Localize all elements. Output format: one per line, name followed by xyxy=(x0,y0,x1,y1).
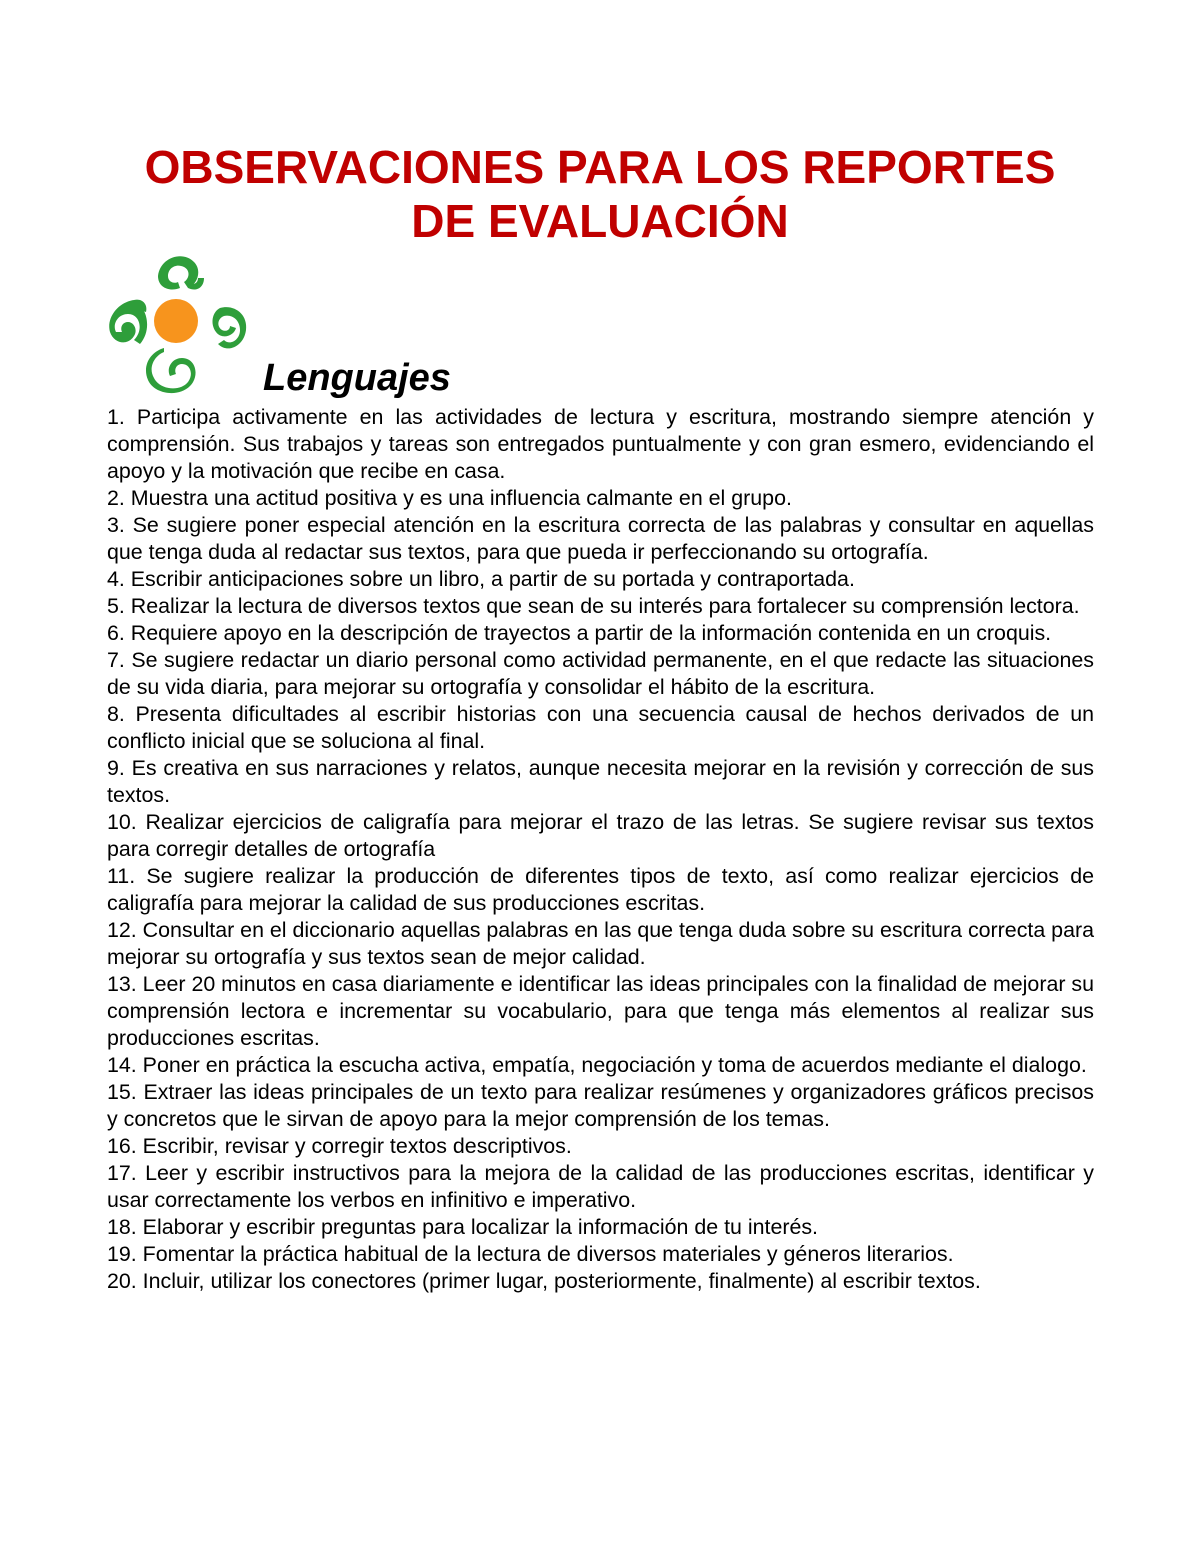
list-item: 4. Escribir anticipaciones sobre un libro, a partir de su portada y contraportada. xyxy=(107,567,855,591)
field-swirl-logo-icon xyxy=(104,248,252,396)
list-item: 13. Leer 20 minutos en casa diariamente e identificar las ideas principales con la finalidad de mejorar su comprensión lectora e incrementar su vocabulario, para que tenga más elementos al realizar sus producciones escritas. xyxy=(107,972,1094,1050)
list-item: 3. Se sugiere poner especial atención en la escritura correcta de las palabras y consultar en aquellas que tenga duda al redactar sus textos, para que pueda ir perfeccionando su ortografía. xyxy=(107,513,1094,564)
list-item: 12. Consultar en el diccionario aquellas palabras en las que tenga duda sobre su escritura correcta para mejorar su ortografía y sus textos sean de mejor calidad. xyxy=(107,918,1094,969)
list-item: 11. Se sugiere realizar la producción de diferentes tipos de texto, así como realizar ejercicios de caligrafía para mejorar la calidad de sus producciones escritas. xyxy=(107,864,1094,915)
observations-list xyxy=(107,404,1094,1295)
list-item: 17. Leer y escribir instructivos para la mejora de la calidad de las producciones escritas, identificar y usar correctamente los verbos en infinitivo e imperativo. xyxy=(107,1161,1094,1212)
list-item: 2. Muestra una actitud positiva y es una influencia calmante en el grupo. xyxy=(107,486,792,510)
list-item: 5. Realizar la lectura de diversos textos que sean de su interés para fortalecer su comprensión lectora. xyxy=(107,594,1080,618)
list-item: 9. Es creativa en sus narraciones y relatos, aunque necesita mejorar en la revisión y corrección de sus textos. xyxy=(107,756,1094,807)
list-item: 16. Escribir, revisar y corregir textos descriptivos. xyxy=(107,1134,572,1158)
page-title xyxy=(100,140,1100,248)
list-item: 7. Se sugiere redactar un diario personal como actividad permanente, en el que redacte las situaciones de su vida diaria, para mejorar su ortografía y consolidar el hábito de la escritura. xyxy=(107,648,1094,699)
page-title-line-1: OBSERVACIONES PARA LOS REPORTES xyxy=(144,141,1056,193)
list-item: 8. Presenta dificultades al escribir historias con una secuencia causal de hechos derivados de un conflicto inicial que se soluciona al final. xyxy=(107,702,1094,753)
list-item: 19. Fomentar la práctica habitual de la lectura de diversos materiales y géneros literarios. xyxy=(107,1242,954,1266)
section-heading: Lenguajes xyxy=(263,357,451,399)
list-item: 1. Participa activamente en las actividades de lectura y escritura, mostrando siempre atención y comprensión. Sus trabajos y tareas son entregados puntualmente y con gran esmero, evidenciando el apoyo y la motivación que recibe en casa. xyxy=(107,405,1094,483)
list-item: 6. Requiere apoyo en la descripción de trayectos a partir de la información contenida en un croquis. xyxy=(107,621,1052,645)
list-item: 14. Poner en práctica la escucha activa, empatía, negociación y toma de acuerdos mediante el dialogo. xyxy=(107,1053,1087,1077)
page-title-line-2: DE EVALUACIÓN xyxy=(411,195,789,247)
list-item: 15. Extraer las ideas principales de un texto para realizar resúmenes y organizadores gráficos precisos y concretos que le sirvan de apoyo para la mejor comprensión de los temas. xyxy=(107,1080,1094,1131)
list-item: 18. Elaborar y escribir preguntas para localizar la información de tu interés. xyxy=(107,1215,818,1239)
list-item: 10. Realizar ejercicios de caligrafía para mejorar el trazo de las letras. Se sugiere revisar sus textos para corregir detalles de ortografía xyxy=(107,810,1094,861)
list-item: 20. Incluir, utilizar los conectores (primer lugar, posteriormente, finalmente) al escribir textos. xyxy=(107,1269,981,1293)
